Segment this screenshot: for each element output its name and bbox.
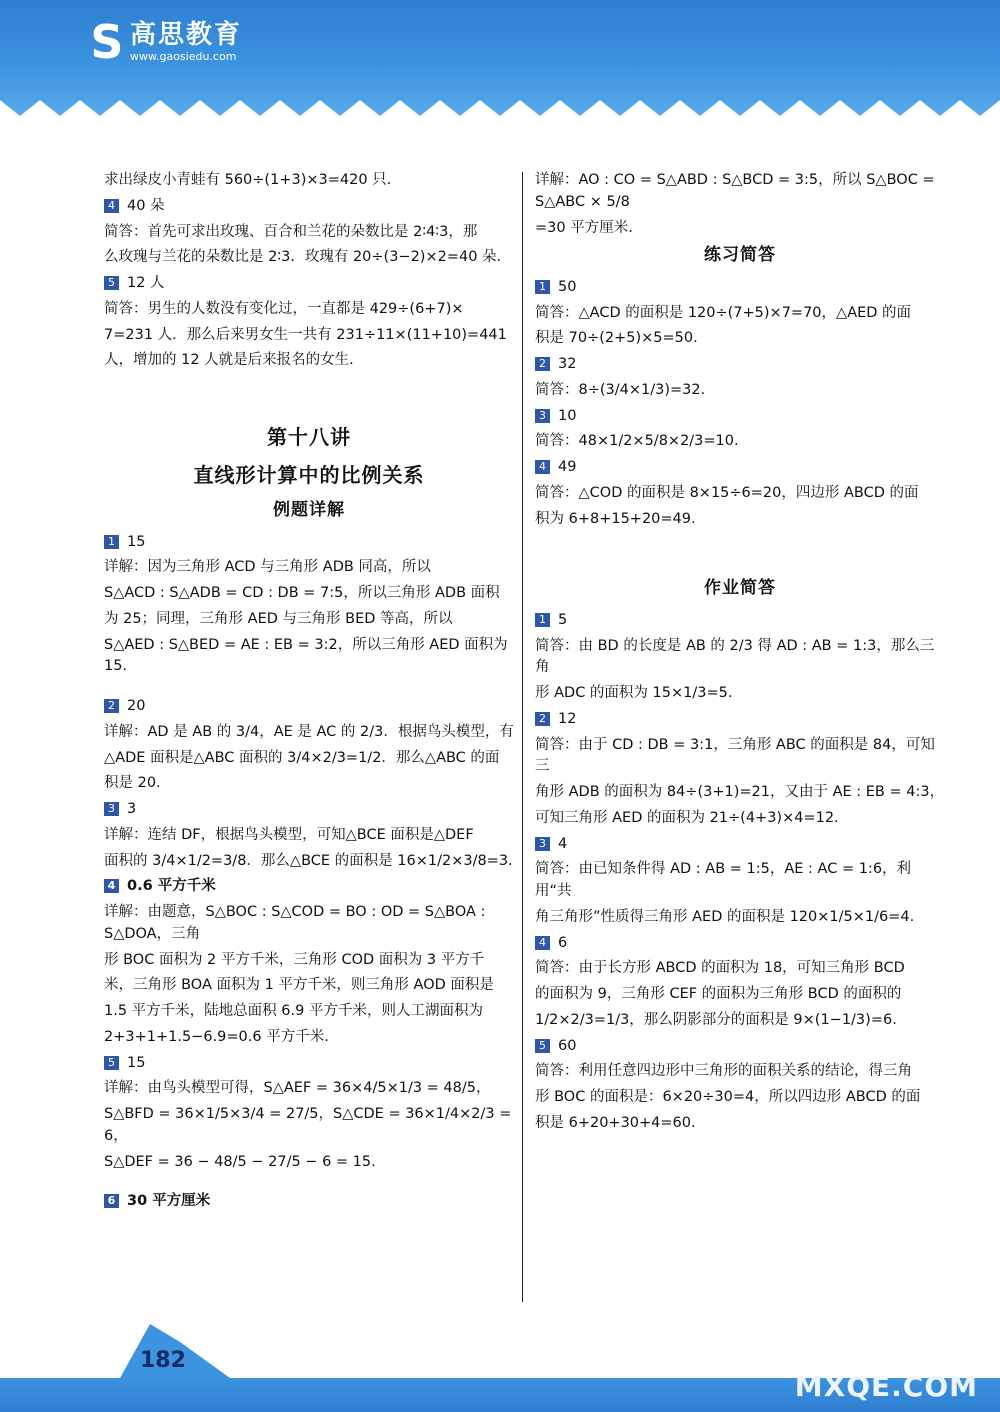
question-number: 1 bbox=[104, 535, 119, 549]
text-line: 简答：利用任意四边形中三角形的面积关系的结论，得三角 bbox=[535, 1063, 912, 1080]
text-line: 详解：因为三角形 ACD 与三角形 ADB 同高，所以 bbox=[104, 559, 431, 576]
text-line: 详解：由题意，S△BOC : S△COD = BO : OD = S△BOA : S△DOA，三角 bbox=[104, 904, 486, 942]
answer-row bbox=[535, 834, 945, 856]
lecture-title: 直线形计算中的比例关系 bbox=[193, 463, 425, 487]
answer-row bbox=[104, 273, 514, 295]
section-heading: 练习简答 bbox=[704, 245, 776, 266]
answer-value: 40 朵 bbox=[127, 197, 165, 214]
answer-row bbox=[535, 277, 945, 299]
answer-value: 0.6 平方千米 bbox=[127, 878, 216, 895]
text-line: 积是 6+20+30+4=60. bbox=[535, 1114, 696, 1131]
answer-value: 6 bbox=[558, 934, 568, 951]
text-line: 1/2×2/3=1/3，那么阴影部分的面积是 9×(1−1/3)=6. bbox=[535, 1011, 897, 1028]
page-number: 182 bbox=[140, 1348, 186, 1373]
watermark: MXQE.COM bbox=[794, 1370, 978, 1403]
brand-url: www.gaosiedu.com bbox=[130, 50, 237, 63]
text-line: 形 BOC 的面积是：6×20÷30=4，所以四边形 ABCD 的面 bbox=[535, 1089, 921, 1105]
question-number: 4 bbox=[104, 879, 119, 893]
right-column bbox=[535, 170, 945, 1139]
brand-name: 高思教育 bbox=[130, 20, 243, 50]
answer-row bbox=[535, 933, 945, 955]
question-number: 4 bbox=[104, 199, 119, 213]
answer-value: 10 bbox=[558, 407, 577, 424]
question-number: 1 bbox=[535, 280, 550, 294]
brand-logo bbox=[88, 15, 243, 69]
text-line: 简答：由已知条件得 AD : AB = 1:5，AE : AC = 1:6，利用“共 bbox=[535, 861, 912, 899]
text-line: 详解：AO : CO = S△ABD : S△BCD = 3:5，所以 S△BOC = S△ABC × 5/8 bbox=[535, 172, 935, 210]
text-line: 简答：由于 CD : DB = 3:1，三角形 ABC 的面积是 84，可知三 bbox=[535, 736, 935, 775]
text-line: 详解：连结 DF，根据鸟头模型，可知△BCE 面积是△DEF bbox=[104, 826, 474, 843]
answer-value: 15 bbox=[127, 1054, 146, 1071]
answer-row bbox=[535, 406, 945, 428]
text-line: 的面积为 9，三角形 CEF 的面积为三角形 BCD 的面积的 bbox=[535, 986, 902, 1002]
answer-row bbox=[535, 709, 945, 731]
text-line: 简答：男生的人数没有变化过，一直都是 429÷(6+7)× bbox=[104, 300, 464, 317]
question-number: 3 bbox=[535, 409, 550, 423]
answer-value: 32 bbox=[558, 356, 577, 372]
text-line: 可知三角形 AED 的面积为 21÷(4+3)×4=12. bbox=[535, 809, 839, 826]
text-line: 求出绿皮小青蛙有 560÷(1+3)×3=420 只. bbox=[104, 172, 392, 188]
section-heading: 例题详解 bbox=[273, 500, 345, 520]
brand-s-icon: S bbox=[90, 15, 124, 69]
answer-row bbox=[535, 610, 945, 632]
answer-value: 12 bbox=[558, 710, 577, 727]
text-line: 简答：由 BD 的长度是 AB 的 2/3 得 AD : AB = 1:3，那么三角 bbox=[535, 637, 935, 676]
answer-value: 20 bbox=[127, 698, 146, 714]
answer-row bbox=[535, 457, 945, 479]
text-line: 详解：AD 是 AB 的 3/4，AE 是 AC 的 2/3．根据鸟头模型，有 bbox=[104, 723, 514, 740]
page-header bbox=[0, 0, 1000, 118]
text-line: 积是 70÷(2+5)×5=50. bbox=[535, 330, 698, 347]
text-line: 简答：△COD 的面积是 8×15÷6=20，四边形 ABCD 的面 bbox=[535, 484, 919, 501]
question-number: 4 bbox=[535, 460, 550, 474]
left-column bbox=[104, 170, 514, 1217]
text-line: 米，三角形 BOA 面积为 1 平方千米，则三角形 AOD 面积是 bbox=[104, 977, 494, 994]
answer-value: 3 bbox=[127, 801, 137, 817]
column-divider bbox=[522, 172, 523, 1302]
text-line: 简答：由于长方形 ABCD 的面积为 18，可知三角形 BCD bbox=[535, 960, 905, 977]
text-line: 2+3+1+1.5−6.9=0.6 平方千米. bbox=[104, 1028, 329, 1045]
text-line: 简答：首先可求出玫瑰、百合和兰花的朵数比是 2∶4∶3，那 bbox=[104, 223, 478, 240]
text-line: S△BFD = 36×1/5×3/4 = 27/5，S△CDE = 36×1/4×2/3 = 6， bbox=[104, 1106, 512, 1144]
question-number: 4 bbox=[535, 936, 550, 950]
text-line: 简答：△ACD 的面积是 120÷(7+5)×7=70，△AED 的面 bbox=[535, 304, 912, 321]
answer-row bbox=[535, 1036, 945, 1058]
answer-value: 30 平方厘米 bbox=[127, 1193, 211, 1210]
text-line: S△ACD : S△ADB = CD : DB = 7:5，所以三角形 ADB 面积 bbox=[104, 585, 500, 601]
lecture-heading: 第十八讲 bbox=[267, 425, 351, 449]
question-number: 5 bbox=[104, 1056, 119, 1070]
answer-row bbox=[104, 1053, 514, 1075]
text-line: 详解：由鸟头模型可得，S△AEF = 36×4/5×1/3 = 48/5， bbox=[104, 1080, 491, 1097]
text-line: 7=231 人．那么后来男女生一共有 231÷11×(11+10)=441 bbox=[104, 326, 507, 343]
text-line: 形 ADC 的面积为 15×1/3=5. bbox=[535, 685, 733, 701]
text-line: 面积的 3/4×1/2=3/8．那么△BCE 的面积是 16×1/2×3/8=3. bbox=[104, 852, 513, 869]
text-line: 人，增加的 12 人就是后来报名的女生. bbox=[104, 352, 354, 369]
question-number: 2 bbox=[535, 357, 550, 371]
text-line: 形 BOC 面积为 2 平方千米，三角形 COD 面积为 3 平方千 bbox=[104, 951, 485, 968]
question-number: 3 bbox=[104, 802, 119, 816]
answer-row bbox=[104, 532, 514, 554]
answer-row bbox=[535, 354, 945, 376]
answer-value: 15 bbox=[127, 533, 146, 550]
text-line: S△DEF = 36 − 48/5 − 27/5 − 6 = 15. bbox=[104, 1153, 376, 1170]
section-heading: 作业简答 bbox=[704, 578, 776, 599]
answer-value: 50 bbox=[558, 278, 577, 295]
text-line: 为 25；同理，三角形 AED 与三角形 BED 等高，所以 bbox=[104, 610, 453, 627]
text-line: 么玫瑰与兰花的朵数比是 2∶3．玫瑰有 20÷(3−2)×2=40 朵. bbox=[104, 249, 502, 266]
answer-value: 49 bbox=[558, 459, 577, 475]
answer-value: 60 bbox=[558, 1037, 577, 1054]
answer-value: 12 人 bbox=[127, 275, 165, 291]
answer-row bbox=[104, 196, 514, 218]
text-line: 简答：48×1/2×5/8×2/3=10. bbox=[535, 433, 739, 450]
question-number: 5 bbox=[104, 276, 119, 290]
text-line: 积为 6+8+15+20=49. bbox=[535, 510, 696, 527]
text-line: 简答：8÷(3/4×1/3)=32. bbox=[535, 381, 706, 398]
question-number: 2 bbox=[104, 699, 119, 713]
question-number: 1 bbox=[535, 613, 550, 627]
question-number: 6 bbox=[104, 1194, 119, 1208]
answer-row bbox=[104, 1191, 514, 1213]
answer-value: 4 bbox=[558, 835, 568, 852]
text-line: S△AED : S△BED = AE : EB = 3:2，所以三角形 AED 面积为 15. bbox=[104, 636, 508, 675]
text-line: △ADE 面积是△ABC 面积的 3/4×2/3=1/2．那么△ABC 的面 bbox=[104, 749, 500, 766]
answer-row bbox=[104, 799, 514, 821]
text-line: 积是 20. bbox=[104, 775, 161, 792]
text-line: 1.5 平方千米，陆地总面积 6.9 平方千米，则人工湖面积为 bbox=[104, 1003, 483, 1019]
text-line: =30 平方厘米. bbox=[535, 219, 633, 236]
question-number: 2 bbox=[535, 712, 550, 726]
text-line: 角三角形”性质得三角形 AED 的面积是 120×1/5×1/6=4. bbox=[535, 908, 915, 925]
question-number: 3 bbox=[535, 837, 550, 851]
answer-row bbox=[104, 876, 514, 898]
question-number: 5 bbox=[535, 1039, 550, 1053]
answer-row bbox=[104, 696, 514, 718]
zigzag-border bbox=[0, 86, 1000, 122]
text-line: 角形 ADB 的面积为 84÷(3+1)=21，又由于 AE : EB = 4:3， bbox=[535, 784, 945, 800]
answer-value: 5 bbox=[558, 611, 568, 628]
